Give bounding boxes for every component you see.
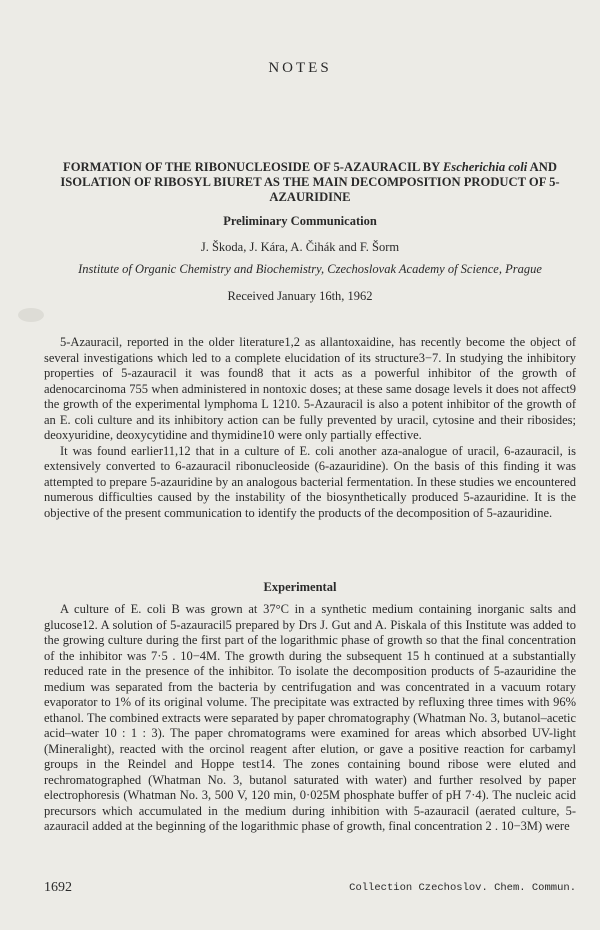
journal-name: Collection Czechoslov. Chem. Commun. [349, 882, 576, 894]
title-part-1: FORMATION OF THE RIBONUCLEOSIDE OF 5-AZAURACIL BY [63, 160, 443, 174]
experimental-heading: Experimental [263, 580, 337, 594]
page-smudge [18, 308, 44, 322]
introduction [44, 335, 576, 521]
received-date: Received January 16th, 1962 [227, 289, 373, 303]
section-title: NOTES [268, 60, 332, 76]
experimental-section [44, 602, 576, 835]
article-title [50, 160, 570, 205]
page-number: 1692 [44, 880, 72, 895]
institute-line: Institute of Organic Chemistry and Biochemistry, Czechoslovak Academy of Science, Prague [78, 262, 542, 276]
experimental-paragraph-1: A culture of E. coli B was grown at 37°C in a synthetic medium containing inorganic salts and glucose12. A solution of 5-azauracil5 prepared by Drs J. Gut and A. Piskala of this Institute was added to the growing culture during the first part of the logarithmic phase of growth so that the final concentration of the inhibitor was 7·5 . 10−4M. The growth during the subsequent 15 h continued at a substantially reduced rate in the presence of the inhibitor. To isolate the decomposition products of 5-azauridine the medium was separated from the bacteria by centrifugation and was concentrated in a vacuum rotary evaporator to 1% of its original volume. The precipitate was extracted by refluxing three times with 96% ethanol. The combined extracts were separated by paper chromatography (Whatman No. 3, butanol–acetic acid–water 10 : 1 : 3). The paper chromatograms were examined for areas which absorbed UV-light (Mineralight), reacted with the orcinol reagent after elution, or gave a positive reaction for carbamyl groups in the Reindel and Hoppe test14. The zones containing bound ribose were eluted and rechromatographed (Whatman No. 3, butanol saturated with water) and further resolved by paper electrophoresis (Whatman No. 3, 500 V, 120 min, 0·025M phosphate buffer of pH 7·4). The nucleic acid precursors which accumulated in the medium during inhibition with 5-azauracil (aerated culture, 5-azauracil added at the beginning of the logarithmic phase of growth, final concentration 2 . 10−3M) were [44, 602, 576, 833]
title-organism: Escherichia coli [442, 160, 528, 174]
title-part-2: AND ISOLATION OF RIBOSYL BIURET AS THE MAIN DECOMPOSITION PRODUCT OF 5-AZAURIDINE [60, 160, 560, 204]
author-list: J. Škoda, J. Kára, A. Čihák and F. Šorm [200, 240, 400, 254]
intro-paragraph-1: 5-Azauracil, reported in the older literature1,2 as allantoxaidine, has recently become the object of several investigations which led to a complete elucidation of its structure3−7. In studying the inhibitory properties of 5-azauracil it was found8 that it acts as a powerful inhibitor of the growth of adenocarcinoma 755 when administered in nontoxic doses; at these same dosage levels it does not affect9 the growth of the experimental lymphoma L 1210. 5-Azauracil is also a potent inhibitor of the growth of an E. coli culture and its inhibitory action can be fully prevented by uracil, cytosine and their ribosides; deoxyuridine, deoxycytidine and thymidine10 were only partially effective. [44, 335, 576, 442]
intro-paragraph-2: It was found earlier11,12 that in a culture of E. coli another aza-analogue of uracil, 6-azauracil, is extensively converted to 6-azauracil ribonucleoside (6-azauridine). On the basis of this finding it was attempted to prepare 5-azauridine by an analogous bacterial fermentation. In these studies we encountered numerous difficulties caused by the instability of the biosynthetically produced 5-azauridine. It is the objective of the present communication to identify the products of the decomposition of 5-azauridine. [44, 443, 576, 520]
article-subtitle: Preliminary Communication [223, 214, 377, 228]
